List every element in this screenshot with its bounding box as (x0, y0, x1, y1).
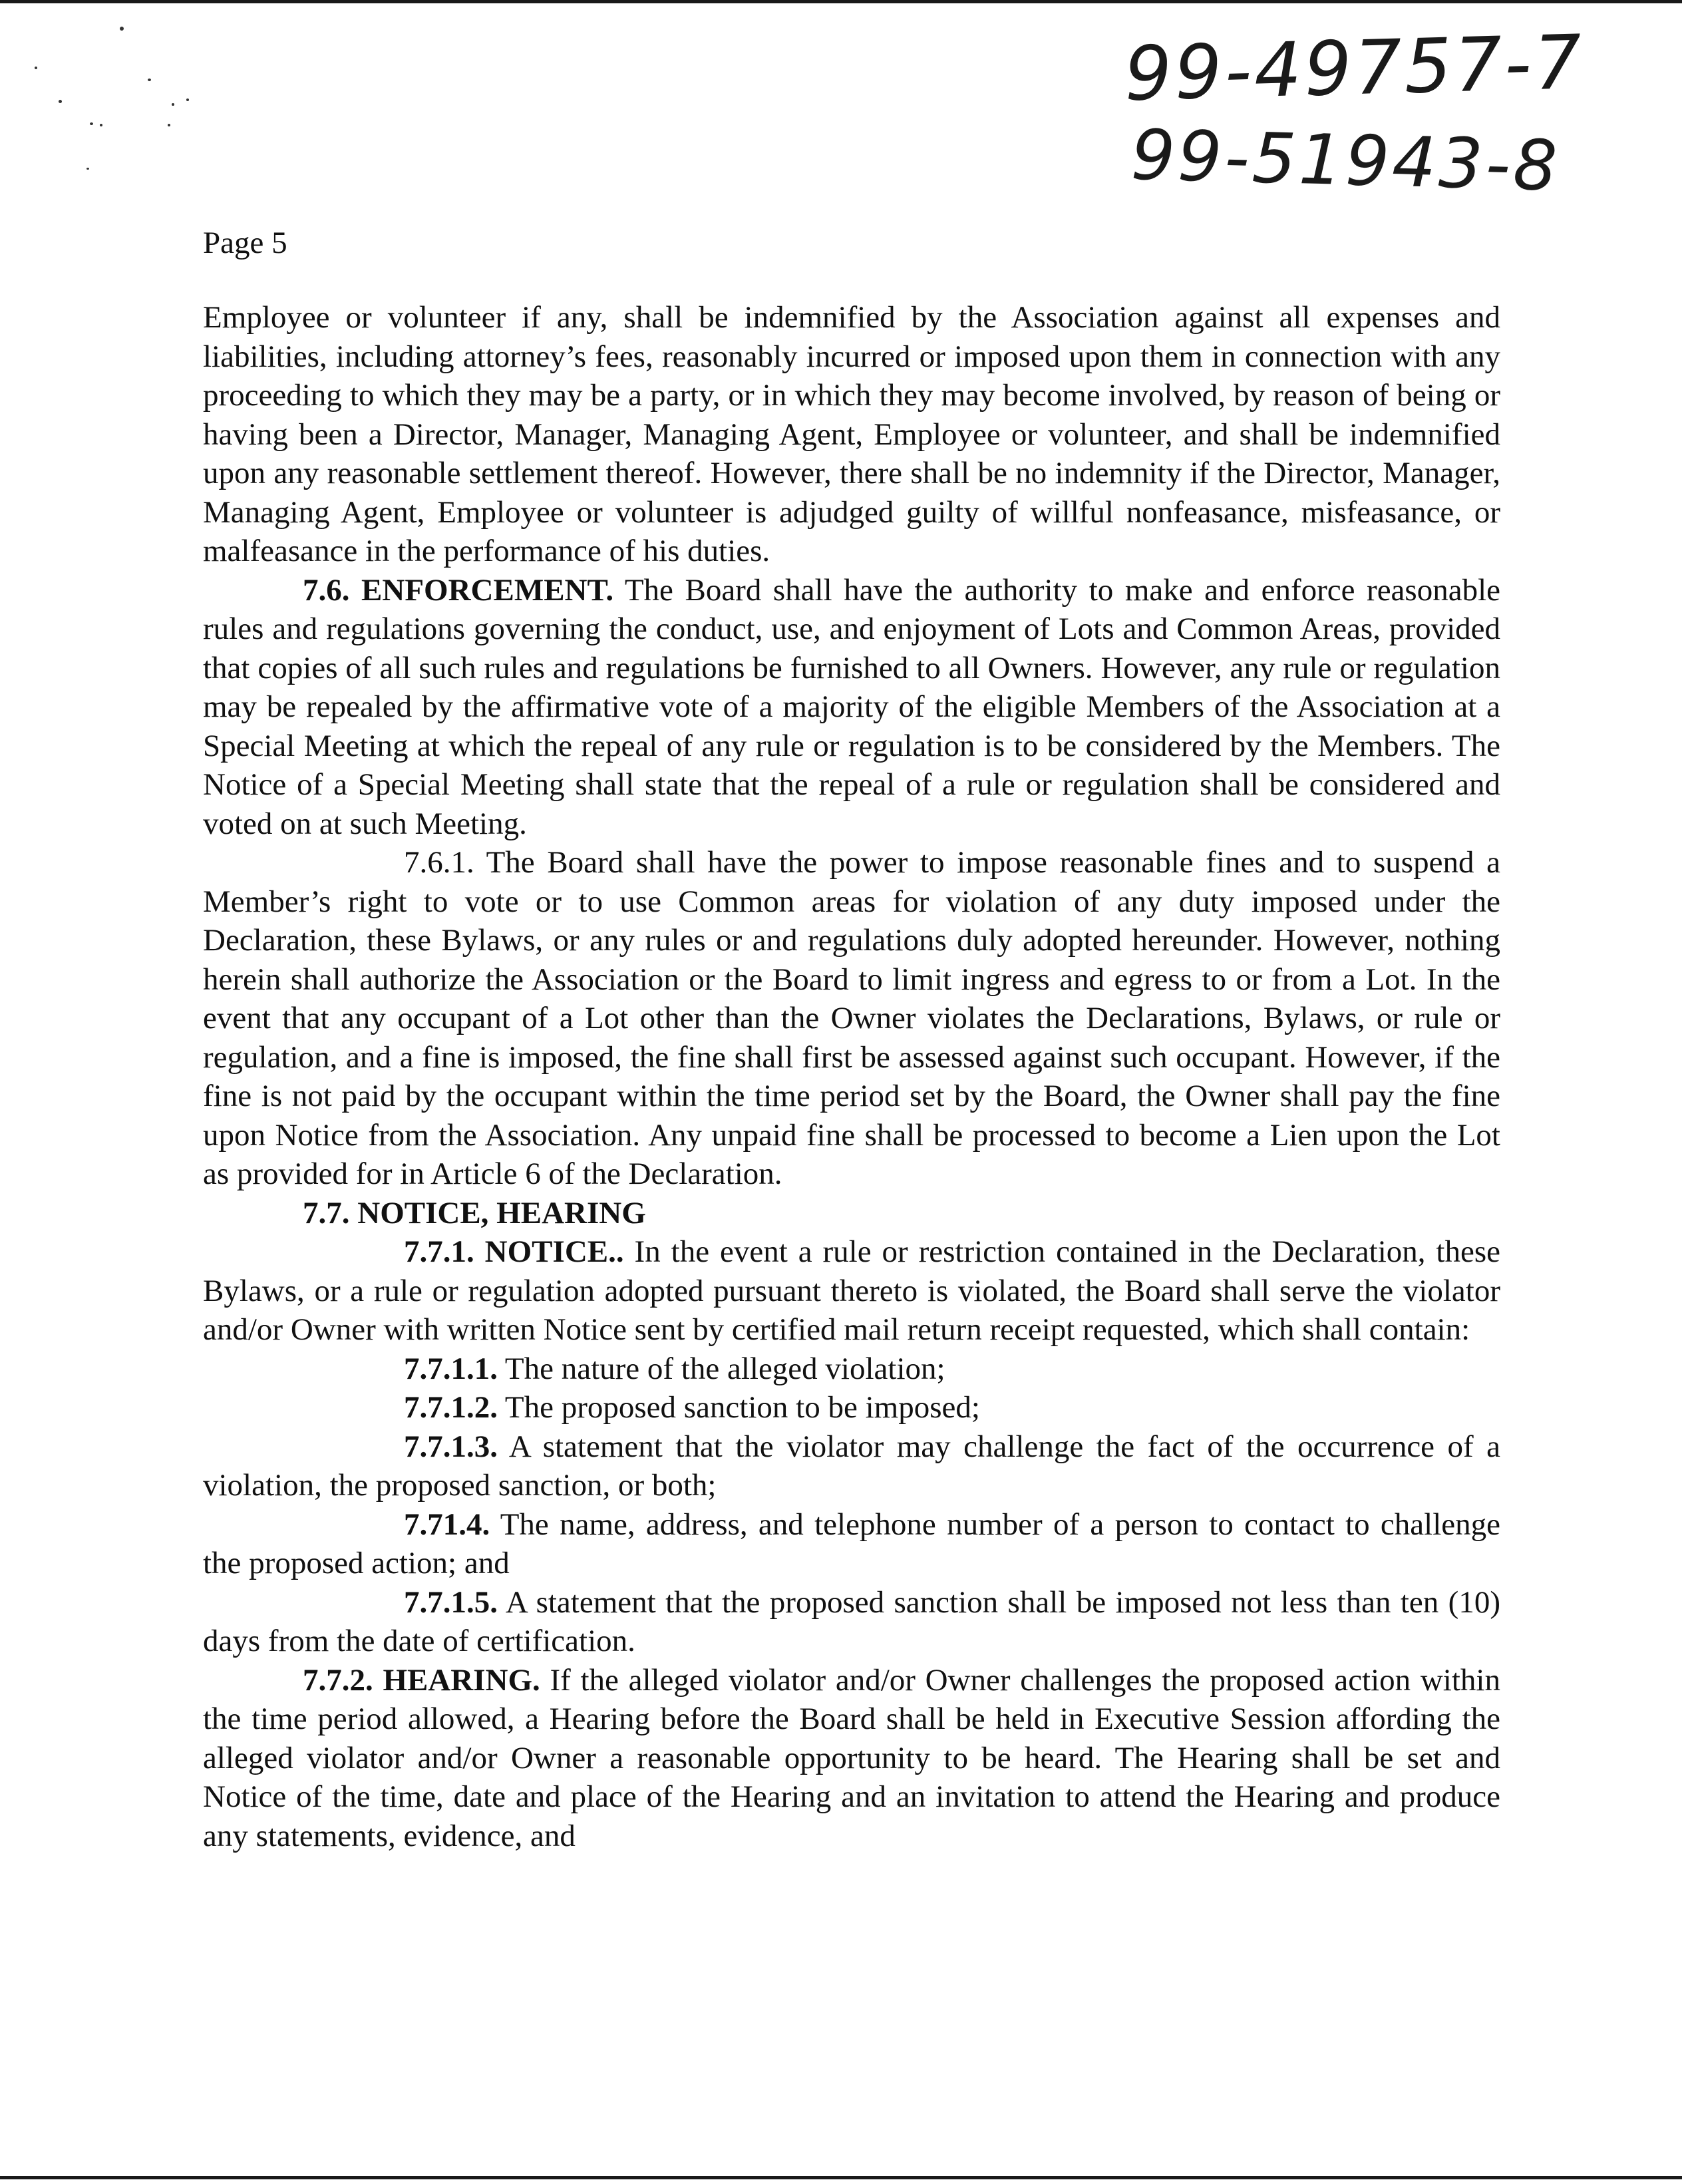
scan-speck (120, 27, 124, 31)
paragraph-text: Employee or volunteer if any, shall be indemnified by the Association against all expenses and liabilities, including attorney’s fees, reasonably incurred or imposed upon them in connection with any proceeding to which they may be a party, or in which they may become involved, by reason of being or having been a Director, Manager, Managing Agent, Employee or volunteer, and shall be indemnified upon any reasonable settlement thereof. However, there shall be no indemnity if the Director, Manager, Managing Agent, Employee or volunteer is adjudged guilty of willful nonfeasance, misfeasance, or malfeasance in the performance of his duties. (203, 300, 1500, 568)
scan-speck (168, 124, 170, 126)
page-number: Page 5 (203, 226, 287, 260)
paragraph-text: In the event a rule or restriction contained in the Declaration, these Bylaws, or a rule or regulation adopted pursuant thereto is violated, the Board shall serve the violator and/or Owner with written Notice sent by certified mail return receipt requested, which shall contain: (203, 1234, 1501, 1347)
section-heading: 7.7. NOTICE, HEARING (303, 1195, 646, 1230)
list-item (203, 1388, 1500, 1427)
list-item (203, 1583, 1500, 1661)
section-7-7-2-hearing (203, 1661, 1500, 1856)
item-number: 7.7.1.1. (404, 1351, 498, 1386)
item-number: 7.7.1.3. (404, 1429, 498, 1464)
scan-speck (100, 124, 102, 126)
item-text: The name, address, and telephone number of a person to contact to challenge the proposed action; and (203, 1507, 1500, 1580)
section-heading: 7.7.1. NOTICE.. (404, 1234, 624, 1269)
scan-top-border (0, 0, 1682, 3)
scan-speck (186, 98, 189, 101)
scan-speck (59, 100, 62, 103)
section-heading: 7.6. ENFORCEMENT. (303, 572, 614, 608)
item-number: 7.7.1.5. (404, 1584, 498, 1620)
list-item (203, 1505, 1500, 1583)
item-number: 7.71.4. (404, 1507, 490, 1542)
item-text: The proposed sanction to be imposed; (498, 1390, 980, 1425)
scan-speck (86, 168, 89, 170)
item-text: A statement that the violator may challenge the fact of the occurrence of a violation, the proposed sanction, or both; (203, 1429, 1500, 1503)
scan-speck (90, 122, 93, 125)
section-7-7-notice-hearing (203, 1194, 1500, 1233)
section-7-6-1-fines (203, 843, 1500, 1194)
handwritten-number-2: 99-51943-8 (1130, 114, 1561, 207)
list-item (203, 1427, 1500, 1505)
scan-bottom-border (0, 2176, 1682, 2179)
paragraph-text: The Board shall have the authority to make and enforce reasonable rules and regulations governing the conduct, use, and enjoyment of Lots and Common Areas, provided that copies of all such rules and regulations be furnished to all Owners. However, any rule or regulation may be repealed by the affirmative vote of a majority of the eligible Members of the Association at a Special Meeting at which the repeal of any rule or regulation is to be considered by the Members. The Notice of a Special Meeting shall state that the repeal of a rule or regulation shall be considered and voted on at such Meeting. (203, 572, 1500, 841)
section-heading: 7.7.2. HEARING. (303, 1662, 540, 1698)
paragraph-continuation (203, 298, 1500, 571)
scan-speck (148, 79, 151, 81)
item-text: The nature of the alleged violation; (498, 1351, 945, 1386)
paragraph-text: If the alleged violator and/or Owner challenges the proposed action within the time period allowed, a Hearing before the Board shall be held in Executive Session affording the alleged violator and/or Owner a reasonable opportunity to be heard. The Hearing shall be set and Notice of the time, date and place of the Hearing and an invitation to attend the Hearing and produce any statements, evidence, and (203, 1662, 1500, 1853)
section-7-7-1-notice (203, 1232, 1500, 1350)
list-item (203, 1350, 1500, 1389)
scan-speck (172, 103, 174, 106)
scan-speck (35, 67, 37, 69)
paragraph-text: 7.6.1. The Board shall have the power to impose reasonable fines and to suspend a Member’s right to vote or to use Common areas for violation of any duty imposed under the Declaration, these Bylaws, or any rules or and regulations duly adopted hereunder. However, nothing herein shall authorize the Association or the Board to limit ingress and egress to or from a Lot. In the event that any occupant of a Lot other than the Owner violates the Declarations, Bylaws, or rule or regulation, and a fine is imposed, the fine shall first be assessed against such occupant. However, if the fine is not paid by the occupant within the time period set by the Board, the Owner shall pay the fine upon Notice from the Association. Any unpaid fine shall be processed to become a Lien upon the Lot as provided for in Article 6 of the Declaration. (203, 845, 1500, 1191)
section-7-6-enforcement (203, 571, 1500, 844)
handwritten-number-1: 99-49757-7 (1123, 19, 1586, 118)
document-body (203, 298, 1500, 1855)
item-text: A statement that the proposed sanction shall be imposed not less than ten (10) days from the date of certification. (203, 1584, 1500, 1658)
item-number: 7.7.1.2. (404, 1390, 498, 1425)
